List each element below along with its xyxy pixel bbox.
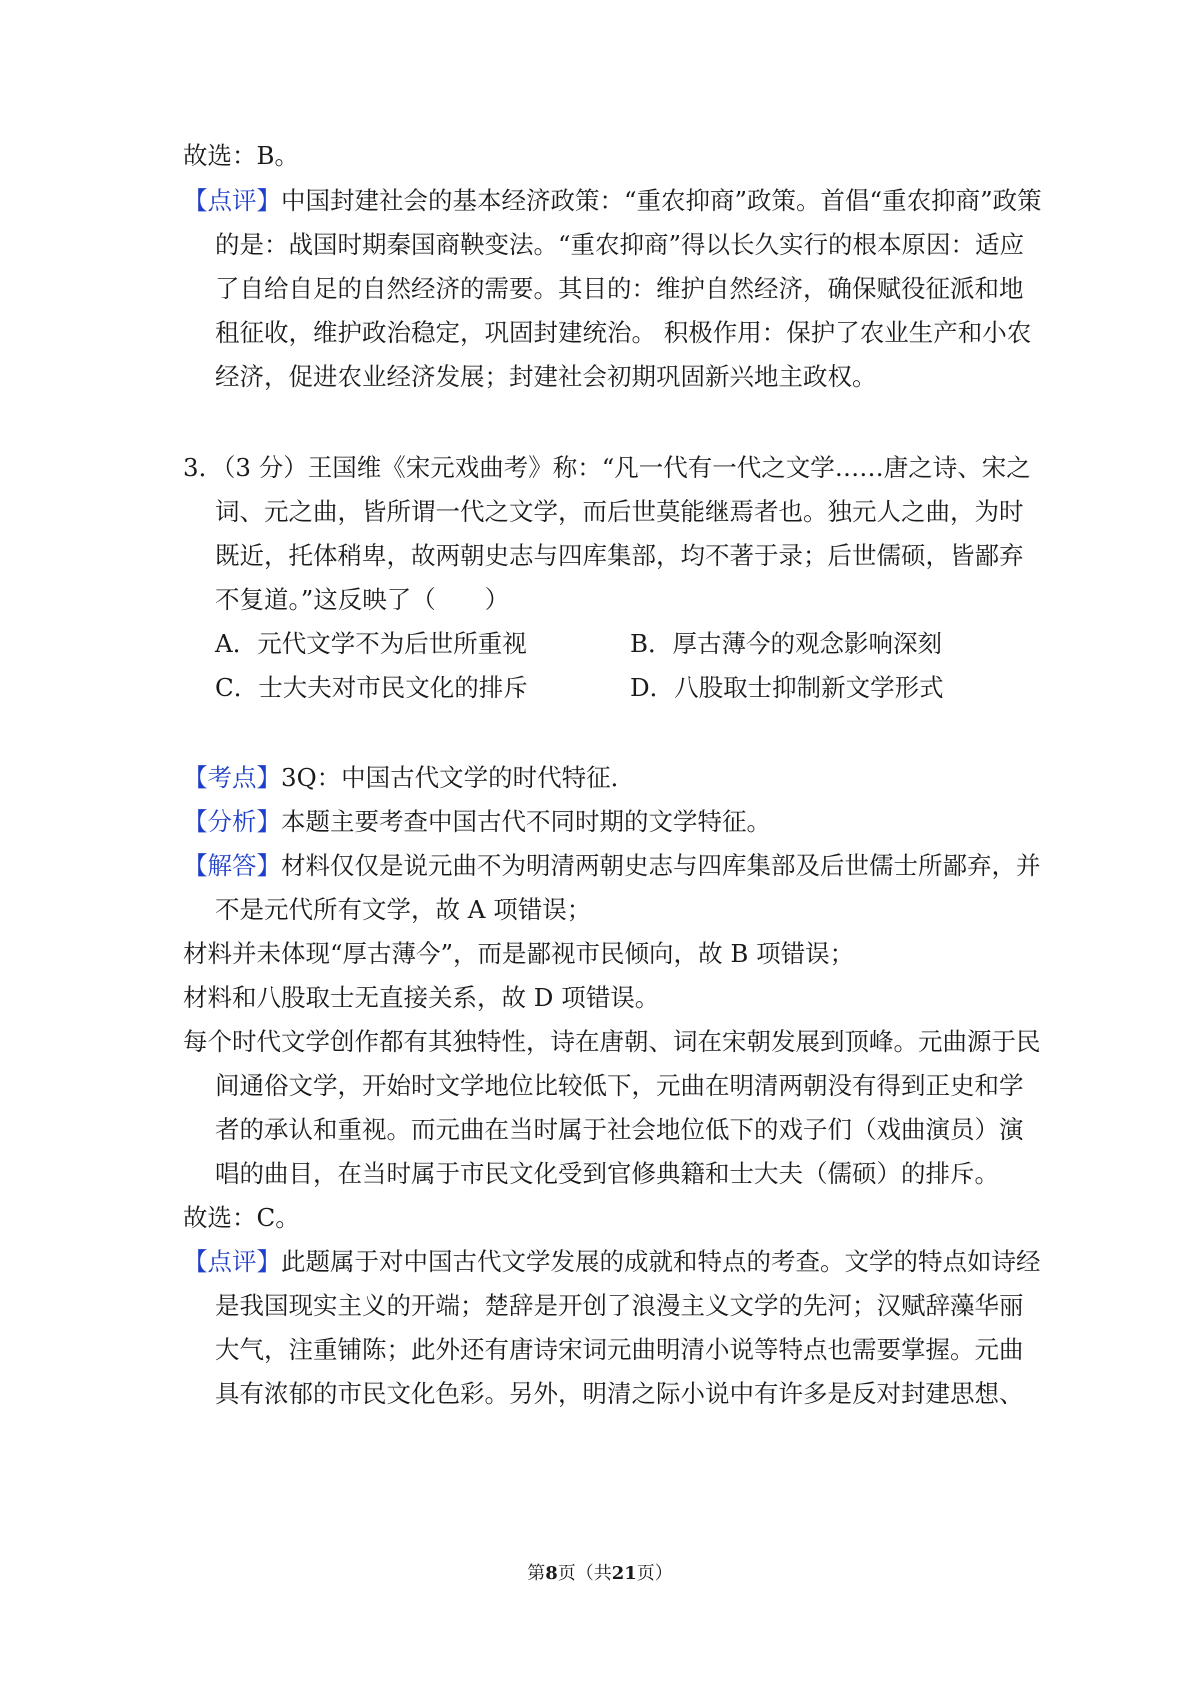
- jieda-text: 材料仅仅是说元曲不为明清两朝史志与四库集部及后世儒士所鄙弃，并: [281, 851, 1041, 880]
- answer-line: 故选：C。: [183, 1203, 300, 1232]
- page-footer: [0, 1562, 1200, 1586]
- footer-page-number: 8: [545, 1563, 558, 1584]
- option-b: B．厚古薄今的观念影响深刻: [630, 629, 943, 658]
- comment-tag: 【点评】: [183, 186, 281, 215]
- dianping-line-2: 是我国现实主义的开端；楚辞是开创了浪漫主义文学的先河；汉赋辞藻华丽: [215, 1291, 1024, 1320]
- footer-suffix: 页）: [636, 1563, 673, 1584]
- comment-line-1: [183, 185, 1042, 217]
- comment-line-5: 经济，促进农业经济发展；封建社会初期巩固新兴地主政权。: [215, 362, 877, 391]
- jieda-line-2: 不是元代所有文学，故 A 项错误；: [215, 895, 592, 924]
- comment-line-4: 租征收，维护政治稳定，巩固封建统治。 积极作用：保护了农业生产和小农: [215, 318, 1032, 347]
- footer-prefix: 第: [527, 1563, 546, 1584]
- option-a: A．元代文学不为后世所重视: [215, 629, 527, 658]
- footer-total-pages: 21: [611, 1563, 637, 1584]
- footer-middle: 页（共: [557, 1563, 612, 1584]
- dianping-line-4: 具有浓郁的市民文化色彩。另外，明清之际小说中有许多是反对封建思想、: [215, 1379, 1024, 1408]
- dianping-tag: 【点评】: [183, 1247, 281, 1276]
- comment-line-2: 的是：战国时期秦国商鞅变法。“重农抑商”得以长久实行的根本原因：适应: [215, 230, 1025, 259]
- fenxi-line: [183, 806, 771, 838]
- explain-line-3: 者的承认和重视。而元曲在当时属于社会地位低下的戏子们（戏曲演员）演: [215, 1115, 1024, 1144]
- kaodian-tag: 【考点】: [183, 763, 281, 792]
- question-line-2: 词、元之曲，皆所谓一代之文学，而后世莫能继焉者也。独元人之曲，为时: [215, 497, 1024, 526]
- para-line-1: 材料并未体现“厚古薄今”，而是鄙视市民倾向，故 B 项错误；: [183, 939, 855, 968]
- fenxi-text: 本题主要考查中国古代不同时期的文学特征。: [281, 807, 771, 836]
- dianping-line-3: 大气，注重铺陈；此外还有唐诗宋词元曲明清小说等特点也需要掌握。元曲: [215, 1335, 1024, 1364]
- kaodian-line: [183, 762, 635, 794]
- answer-line-prev: 故选：B。: [183, 141, 300, 170]
- comment-line-3: 了自给自足的自然经济的需要。其目的：维护自然经济，确保赋役征派和地: [215, 274, 1024, 303]
- jieda-line-1: [183, 850, 1041, 882]
- fenxi-tag: 【分析】: [183, 807, 281, 836]
- explain-line-2: 间通俗文学，开始时文学地位比较低下，元曲在明清两朝没有得到正史和学: [215, 1071, 1024, 1100]
- question-line-1: 3．（3 分）王国维《宋元戏曲考》称：“凡一代有一代之文学……唐之诗、宋之: [183, 453, 1031, 482]
- jieda-tag: 【解答】: [183, 851, 281, 880]
- para-line-2: 材料和八股取士无直接关系，故 D 项错误。: [183, 983, 660, 1012]
- explain-line-4: 唱的曲目，在当时属于市民文化受到官修典籍和士大夫（儒硕）的排斥。: [215, 1159, 999, 1188]
- question-line-4: 不复道。”这反映了（ ）: [215, 585, 510, 614]
- option-c: C．士大夫对市民文化的排斥: [215, 673, 528, 702]
- explain-line-1: 每个时代文学创作都有其独特性，诗在唐朝、词在宋朝发展到顶峰。元曲源于民: [183, 1027, 1041, 1056]
- dianping-line-1: [183, 1246, 1041, 1278]
- question-line-3: 既近，托体稍卑，故两朝史志与四库集部，均不著于录；后世儒硕，皆鄙弃: [215, 541, 1024, 570]
- comment-text: 中国封建社会的基本经济政策：“重农抑商”政策。首倡“重农抑商”政策: [281, 186, 1042, 215]
- dianping-text: 此题属于对中国古代文学发展的成就和特点的考查。文学的特点如诗经: [281, 1247, 1041, 1276]
- option-d: D．八股取士抑制新文学形式: [630, 673, 944, 702]
- kaodian-text: 3Q：中国古代文学的时代特征．: [281, 763, 636, 792]
